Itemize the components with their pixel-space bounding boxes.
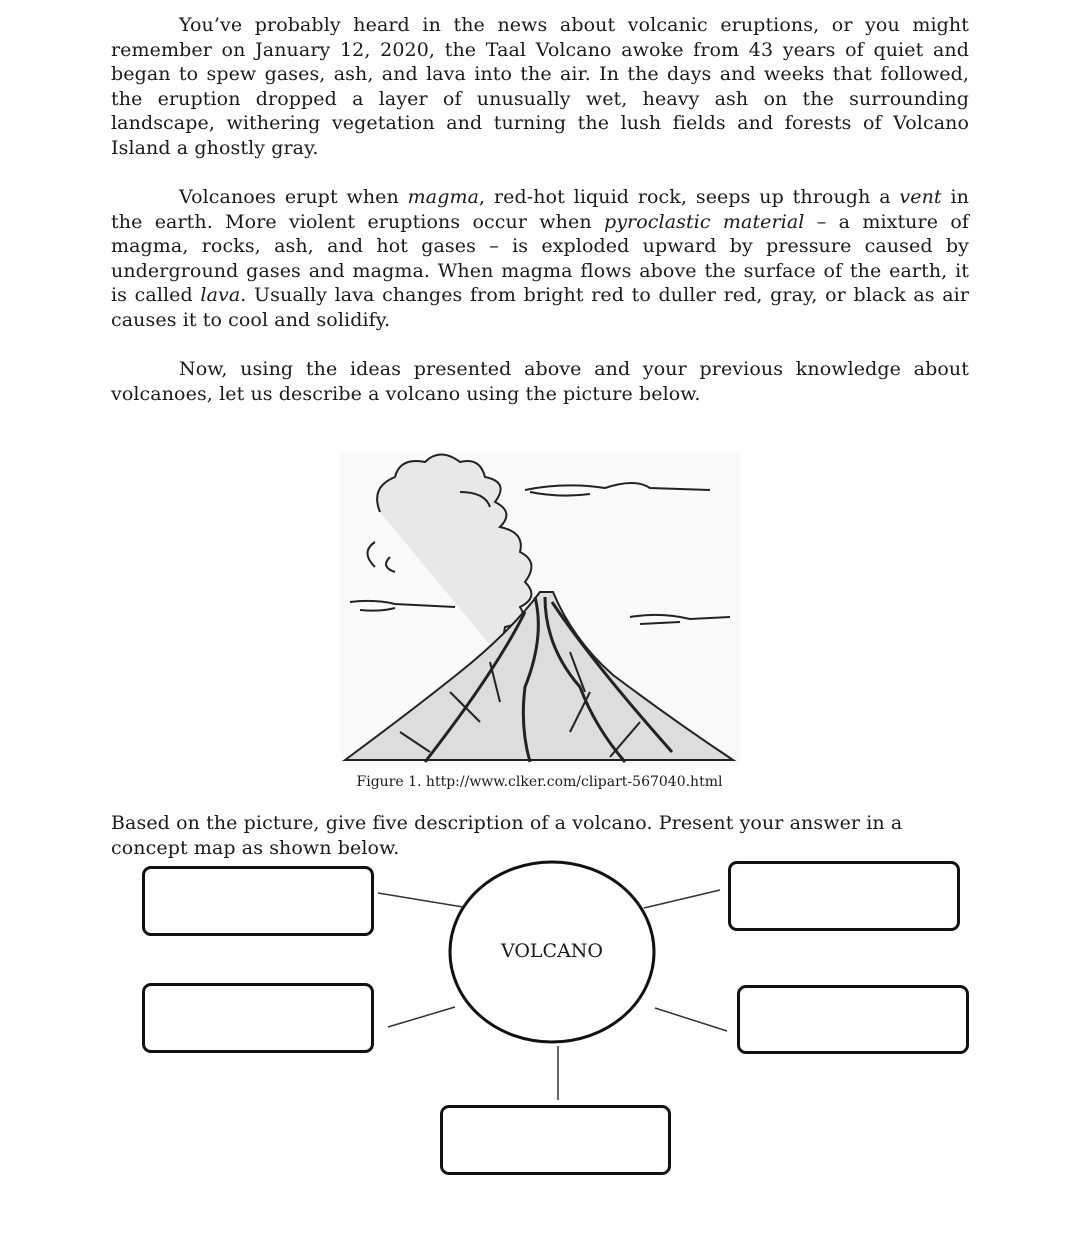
figure-caption: Figure 1. http://www.clker.com/clipart-567040.html (356, 774, 723, 790)
term-vent: vent (899, 186, 942, 208)
text: – a mixture of magma, rocks, ash, and hot gases – is exploded upward by pressure caused by underground gases and magma. When magma flows above the surface of the earth, it is called (111, 210, 969, 307)
text: Volcanoes erupt when (179, 186, 408, 208)
text: . Usually lava changes from bright red to duller red, gray, or black as air causes it to cool and solidify. (111, 284, 970, 331)
text: , red-hot liquid rock, seeps up through a (479, 186, 900, 208)
connector-line (655, 1008, 727, 1031)
connector-line (644, 890, 720, 908)
term-magma: magma (407, 186, 480, 208)
answer-box-top-left[interactable] (142, 866, 374, 936)
concept-map-center-label: VOLCANO (500, 940, 604, 962)
connector-line (388, 1007, 455, 1027)
answer-box-middle-left[interactable] (142, 983, 374, 1053)
paragraph-text: Now, using the ideas presented above and your previous knowledge about volcanoes, let us describe a volcano using the picture below. (111, 358, 969, 405)
text: in the earth. More violent eruptions occur when (111, 186, 969, 233)
answer-box-bottom[interactable] (440, 1105, 671, 1175)
answer-box-middle-right[interactable] (737, 985, 969, 1054)
term-pyroclastic: pyroclastic material (603, 210, 805, 233)
answer-box-top-right[interactable] (728, 861, 960, 931)
paragraph-text: You’ve probably heard in the news about volcanic eruptions, or you might remember on January 12, 2020, the Taal Volcano awoke from 43 years of quiet and began to spew gases, ash, and lava into the air. In the days and weeks that followed, the eruption dropped a layer of unusually wet, heavy ash on the surrounding landscape, withering vegetation and turning the lush fields and forests of Volcano Island a ghostly gray. (111, 14, 969, 159)
task-paragraph: Based on the picture, give five description of a volcano. Present your answer in a concept map as shown below. (111, 812, 903, 859)
term-lava: lava (200, 284, 241, 307)
connector-line (378, 893, 463, 907)
